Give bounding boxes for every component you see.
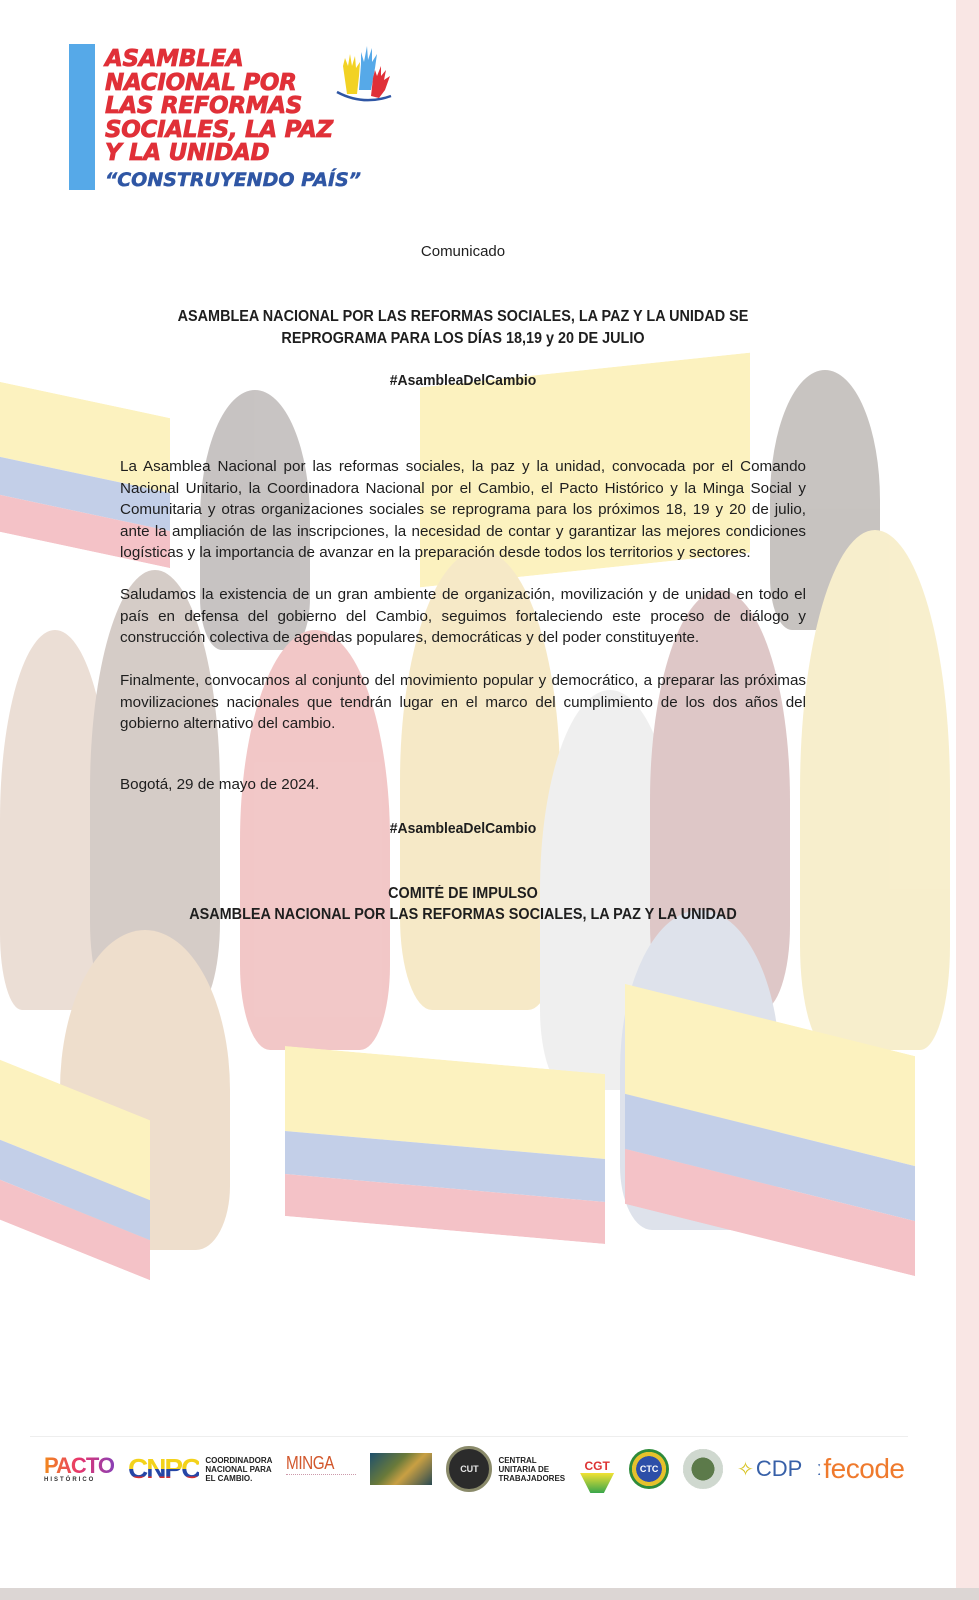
seal-logo	[683, 1449, 723, 1489]
logo-word: CGT	[584, 1459, 610, 1473]
logo-subtext-line: EL CAMBIO.	[205, 1473, 253, 1483]
logo-title-line: LAS REFORMAS	[105, 93, 303, 119]
body-paragraph-2	[120, 584, 806, 649]
hashtag-top: #AsambleaDelCambio	[389, 372, 537, 389]
assembly-logo	[69, 44, 399, 194]
ctc-logo: CTC	[629, 1449, 669, 1489]
logo-word: MINGA	[286, 1452, 335, 1473]
logo-title	[105, 48, 333, 166]
logo-word: CNPC	[127, 1453, 200, 1484]
logo-bar	[69, 44, 95, 190]
logo-title-line: ASAMBLEA	[105, 46, 244, 72]
logo-subtext: HISTÓRICO	[44, 1477, 96, 1483]
logo-subtext-line: UNITARIA DE	[498, 1464, 550, 1474]
paragraph-text: La Asamblea Nacional por las reformas sociales, la paz y la unidad, convocada por el Comando Nacional Unitario, la Coordinadora Nacional por el Cambio, el Pacto Histórico y la Minga Social y Comunitaria y otras organizaciones sociales se reprograma para los próximos 18, 19 y 20 de julio, ante la ampliación de las inscripciones, la necesidad de contar y garantizar las mejores condiciones logísticas y la importancia de avanzar en la preparación desde todos los territorios y sectores.	[120, 458, 806, 561]
flag-bottom-center	[285, 1046, 605, 1244]
signature-line: ASAMBLEA NACIONAL POR LAS REFORMAS SOCIALES, LA PAZ Y LA UNIDAD	[189, 906, 737, 923]
logo-word: CDP	[755, 1456, 803, 1481]
pacto-historico-logo	[44, 1455, 114, 1483]
raised-hands-icon	[333, 44, 395, 106]
cdp-mark-icon: ✧	[737, 1458, 754, 1481]
logo-word: PACTO	[44, 1453, 114, 1478]
body-paragraph-1	[120, 456, 806, 564]
logo-title-line: NACIONAL POR	[105, 69, 297, 96]
minga-logo	[286, 1454, 356, 1485]
logo-subtext-line: CENTRAL	[498, 1455, 537, 1465]
cdp-logo	[737, 1456, 802, 1482]
document-headline	[32, 306, 893, 350]
cgt-logo	[579, 1445, 615, 1493]
right-margin-strip	[956, 0, 979, 1588]
fecode-mark-icon: ː	[816, 1457, 822, 1480]
logo-subtext	[286, 1474, 356, 1485]
logo-subtext-line: NACIONAL PARA	[205, 1464, 272, 1474]
logo-title-line: Y LA UNIDAD	[105, 140, 270, 166]
cut-logo	[446, 1446, 565, 1492]
body-paragraph-3	[120, 670, 806, 735]
partner-logos-row	[30, 1436, 908, 1501]
cnpc-logo	[128, 1454, 272, 1484]
cgt-emblem-icon	[580, 1473, 614, 1493]
fecode-logo	[816, 1453, 904, 1485]
logo-subtext	[498, 1456, 565, 1483]
paragraph-text: Finalmente, convocamos al conjunto del movimiento popular y democrático, a preparar las próximas movilizaciones nacionales que tendrán lugar en el marco del cumplimiento de los dos años del gobierno alternativo del cambio.	[120, 672, 806, 732]
hashtag-closing: #AsambleaDelCambio	[389, 820, 537, 837]
document-kicker: Comunicado	[420, 243, 506, 260]
logo-word: fecode	[823, 1453, 905, 1484]
logo-subtext	[205, 1456, 272, 1483]
place-date: Bogotá, 29 de mayo de 2024.	[120, 776, 320, 793]
artwork-logo	[370, 1453, 432, 1485]
headline-line: ASAMBLEA NACIONAL POR LAS REFORMAS SOCIALES, LA PAZ Y LA UNIDAD SE	[177, 308, 749, 325]
bottom-margin-strip	[0, 1588, 979, 1600]
signature-block	[32, 883, 893, 925]
logo-subtext-line: COORDINADORA	[205, 1455, 273, 1465]
paragraph-text: Saludamos la existencia de un gran ambiente de organización, movilización y de unidad en todo el país en defensa del gobierno del Cambio, seguimos fortaleciendo este proceso de diálogo y construcción colectiva de agendas populares, democráticas y del poder constituyente.	[120, 586, 806, 646]
signature-line: COMITÉ DE IMPULSO	[388, 885, 538, 902]
cut-emblem-icon: CUT	[446, 1446, 492, 1492]
logo-title-line: SOCIALES, LA PAZ	[105, 116, 333, 143]
logo-slogan: “CONSTRUYENDO PAÍS”	[105, 169, 361, 191]
headline-line: REPROGRAMA PARA LOS DÍAS 18,19 y 20 DE JULIO	[281, 330, 645, 347]
logo-subtext-line: TRABAJADORES	[498, 1473, 566, 1483]
